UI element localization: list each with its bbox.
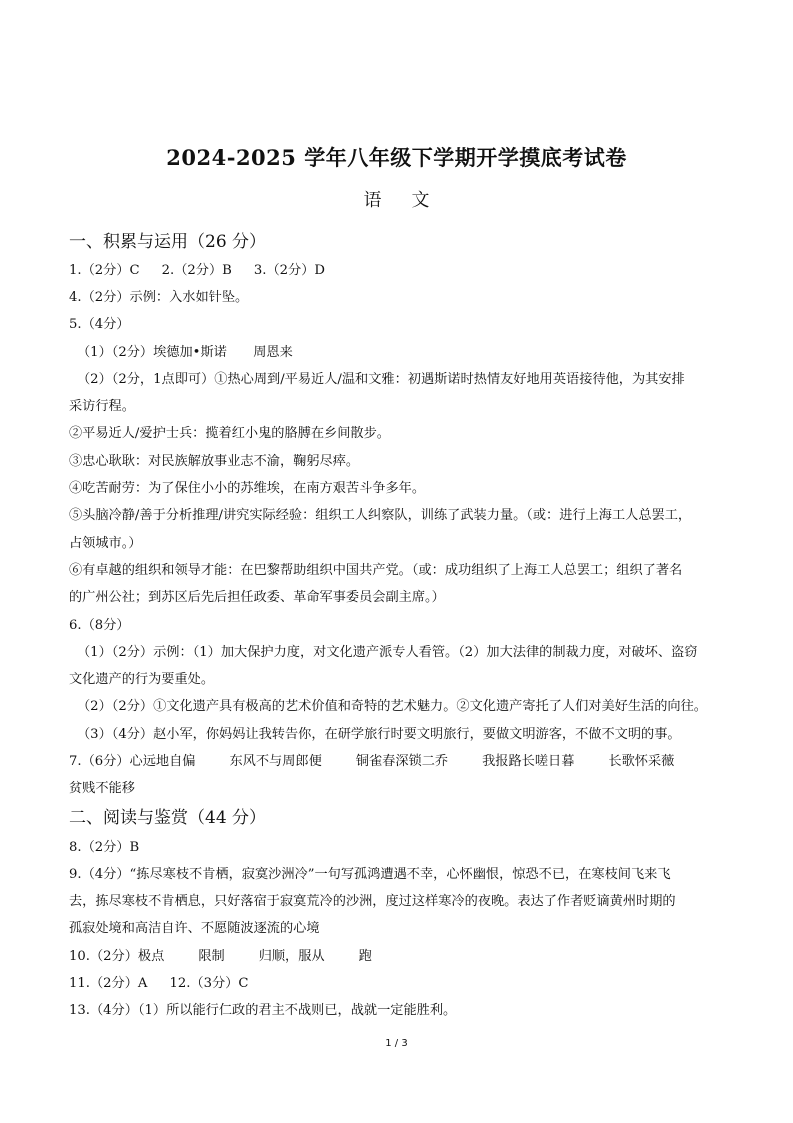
- answer-q5-2-item: ⑥有卓越的组织和领导才能：在巴黎帮助组织中国共产党。（或：成功组织了上海工人总罢工；组织了著名: [69, 562, 683, 578]
- answer-q9-cont: 去，拣尽寒枝不肯栖息，只好落宿于寂寞荒冷的沙洲，度过这样寒冷的夜晚。表达了作者贬谪黄州时期的: [69, 894, 676, 910]
- page-number: 1 / 3: [385, 1038, 408, 1049]
- subject-char: 文: [411, 190, 430, 211]
- answer-q1: 1.（2分）C: [69, 262, 140, 278]
- answer-q2: 2.（2分）B: [161, 262, 232, 278]
- answer-q5-2-item: ④吃苦耐劳：为了保住小小的苏维埃，在南方艰苦斗争多年。: [69, 481, 426, 497]
- answer-q10-blank: 限制: [198, 948, 225, 964]
- subject-char: 语: [363, 190, 382, 211]
- answer-q7-blank: 长歌怀采薇: [608, 753, 675, 769]
- answer-q7-blank: 7.（6分）心远地自偏: [69, 753, 196, 769]
- answer-row-q11-12: [69, 970, 739, 997]
- answer-q6-3: （3）（4分）赵小军，你妈妈让我转告你，在研学旅行时要文明旅行，要做文明游客，不做不文明的事。: [77, 726, 681, 742]
- answer-q5-1: （1）（2分）埃德加•斯诺 周恩来: [77, 344, 293, 360]
- answer-q6-2: （2）（2分）①文化遗产具有极高的艺术价值和奇特的艺术魅力。②文化遗产寄托了人们对美好生活的向往。: [77, 699, 707, 715]
- answer-q7: [69, 748, 739, 775]
- answer-q7-blank: 铜雀春深锁二乔: [355, 753, 449, 769]
- answer-q10-blank: 10.（2分）极点: [69, 948, 165, 964]
- answer-body: [69, 226, 739, 1025]
- answer-q6-1: （1）（2分）示例：（1）加大保护力度，对文化遗产派专人看管。（2）加大法律的制裁力度，对破坏、盗窃: [77, 644, 698, 660]
- answer-q5-2-cont: 占领城市。）: [69, 535, 142, 551]
- page-title: 2024-2025 学年八年级下学期开学摸底考试卷: [166, 145, 627, 170]
- answer-q7-blank: 我报路长嗟日暮: [482, 753, 575, 769]
- section-heading-2: 二、阅读与鉴赏（44 分）: [69, 808, 267, 829]
- answer-q10-blank: 跑: [358, 948, 372, 964]
- answer-q5-2: （2）（2分，1点即可）①热心周到/平易近人/温和文雅：初遇斯诺时热情友好地用英语接待他，为其安排: [77, 371, 685, 387]
- answer-q12: 12.（3分）C: [169, 976, 249, 992]
- answer-q13: 13.（4分）（1）所以能行仁政的君主不战则已，战就一定能胜利。: [69, 1003, 457, 1019]
- answer-q5-2-item: ②平易近人/爱护士兵：揽着红小鬼的胳膊在乡间散步。: [69, 426, 390, 442]
- answer-q5-2-cont: 采访行程。: [69, 399, 135, 415]
- answer-q11: 11.（2分）A: [69, 976, 148, 992]
- answer-q8: 8.（2分）B: [69, 839, 140, 855]
- answer-q6-1-cont: 文化遗产的行为要重处。: [69, 672, 215, 688]
- answer-q5-2-cont: 的广州公社；到苏区后先后担任政委、革命军事委员会副主席。）: [69, 590, 445, 606]
- answer-row-q1-3: [69, 257, 739, 284]
- answer-q10: [69, 943, 739, 970]
- answer-q10-blank: 归顺，服从: [258, 948, 325, 964]
- section-heading-1: 一、积累与运用（26 分）: [69, 231, 267, 252]
- answer-q7-blank: 东风不与周郎便: [229, 753, 322, 769]
- answer-q6: 6.（8分）: [69, 617, 130, 633]
- answer-q9: 9.（4分）“拣尽寒枝不肯栖，寂寞沙洲冷”一句写孤鸿遭遇不幸，心怀幽恨，惊恐不已，在寒枝间飞来飞: [69, 866, 671, 882]
- answer-q3: 3.（2分）D: [253, 262, 325, 278]
- answer-q5-2-item: ③忠心耿耿：对民族解放事业志不渝，鞠躬尽瘁。: [69, 453, 360, 469]
- answer-q5-2-item: ⑤头脑冷静/善于分析推理/讲究实际经验：组织工人纠察队，训练了武装力量。（或：进行上海工人总罢工，: [69, 508, 692, 524]
- answer-q7-blank: 贫贱不能移: [69, 781, 135, 797]
- answer-q5: 5.（4分）: [69, 317, 130, 333]
- answer-q4: 4.（2分）示例：入水如针坠。: [69, 289, 249, 305]
- subject-heading: [0, 186, 793, 212]
- answer-q9-cont: 孤寂处境和高洁自许、不愿随波逐流的心境: [69, 921, 320, 937]
